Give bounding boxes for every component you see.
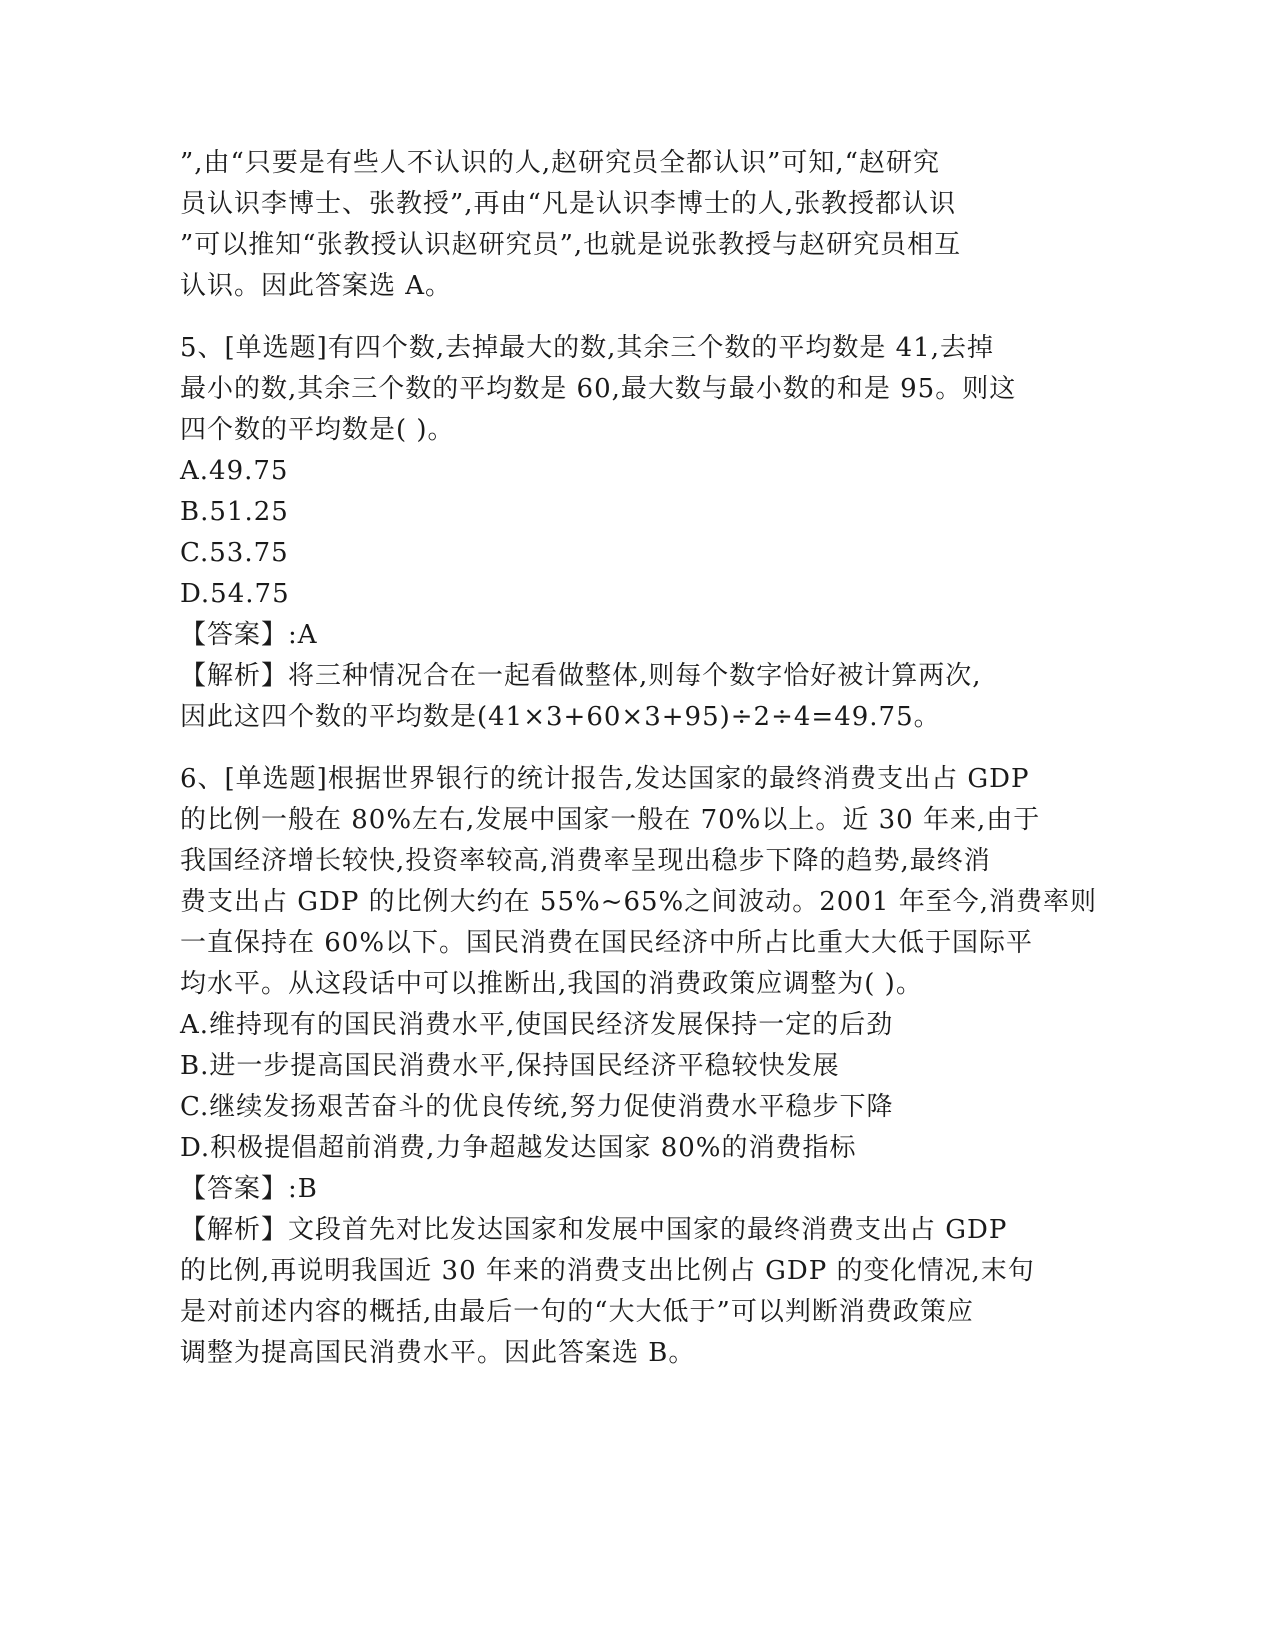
document-page (180, 143, 1097, 1374)
option-b: B.进一步提高国民消费水平,保持国民经济平稳较快发展 (180, 1051, 840, 1081)
option-list (180, 451, 1080, 615)
stem-line: 我国经济增长较快,投资率较高,消费率呈现出稳步下降的趋势,最终消 (180, 846, 991, 876)
analysis-line: 【解析】文段首先对比发达国家和发展中国家的最终消费支出占 GDP (180, 1215, 1008, 1245)
stem-line: 费支出占 GDP 的比例大约在 55%~65%之间波动。2001 年至今,消费率则 (180, 887, 1097, 917)
text-line: 员认识李博士、张教授”,再由“凡是认识李博士的人,张教授都认识 (180, 189, 957, 219)
question-5 (180, 328, 1080, 738)
stem-line: 四个数的平均数是( )。 (180, 415, 455, 445)
question-stem (180, 759, 1097, 1005)
option-list (180, 1005, 1080, 1169)
analysis-line: 调整为提高国民消费水平。因此答案选 B。 (180, 1338, 696, 1368)
analysis-line: 是对前述内容的概括,由最后一句的“大大低于”可以判断消费政策应 (180, 1297, 974, 1327)
analysis-line: 【解析】将三种情况合在一起看做整体,则每个数字恰好被计算两次, (180, 661, 982, 691)
previous-analysis-continuation (180, 143, 1080, 307)
stem-line: 最小的数,其余三个数的平均数是 60,最大数与最小数的和是 95。则这 (180, 374, 1017, 404)
analysis (180, 1210, 1080, 1374)
option-c: C.继续发扬艰苦奋斗的优良传统,努力促使消费水平稳步下降 (180, 1092, 894, 1122)
answer-line: 【答案】:A (180, 620, 318, 650)
option-c: C.53.75 (180, 538, 289, 568)
option-d: D.54.75 (180, 579, 290, 609)
analysis (180, 656, 1080, 738)
answer-line: 【答案】:B (180, 1174, 318, 1204)
option-a: A.49.75 (180, 456, 289, 486)
option-b: B.51.25 (180, 497, 289, 527)
analysis-line: 因此这四个数的平均数是(41×3+60×3+95)÷2÷4=49.75。 (180, 702, 941, 732)
stem-line: 均水平。从这段话中可以推断出,我国的消费政策应调整为( )。 (180, 969, 923, 999)
stem-line: 5、[单选题]有四个数,去掉最大的数,其余三个数的平均数是 41,去掉 (180, 333, 994, 363)
stem-line: 6、[单选题]根据世界银行的统计报告,发达国家的最终消费支出占 GDP (180, 764, 1030, 794)
text-line: ”,由“只要是有些人不认识的人,赵研究员全都认识”可知,“赵研究 (180, 148, 940, 178)
option-d: D.积极提倡超前消费,力争超越发达国家 80%的消费指标 (180, 1133, 857, 1163)
analysis-line: 的比例,再说明我国近 30 年来的消费支出比例占 GDP 的变化情况,末句 (180, 1256, 1035, 1286)
text-line: ”可以推知“张教授认识赵研究员”,也就是说张教授与赵研究员相互 (180, 230, 962, 260)
option-a: A.维持现有的国民消费水平,使国民经济发展保持一定的后劲 (180, 1010, 894, 1040)
stem-line: 的比例一般在 80%左右,发展中国家一般在 70%以上。近 30 年来,由于 (180, 805, 1041, 835)
text-line: 认识。因此答案选 A。 (180, 271, 453, 301)
question-6 (180, 759, 1097, 1374)
question-stem (180, 328, 1080, 451)
stem-line: 一直保持在 60%以下。国民消费在国民经济中所占比重大大低于国际平 (180, 928, 1034, 958)
